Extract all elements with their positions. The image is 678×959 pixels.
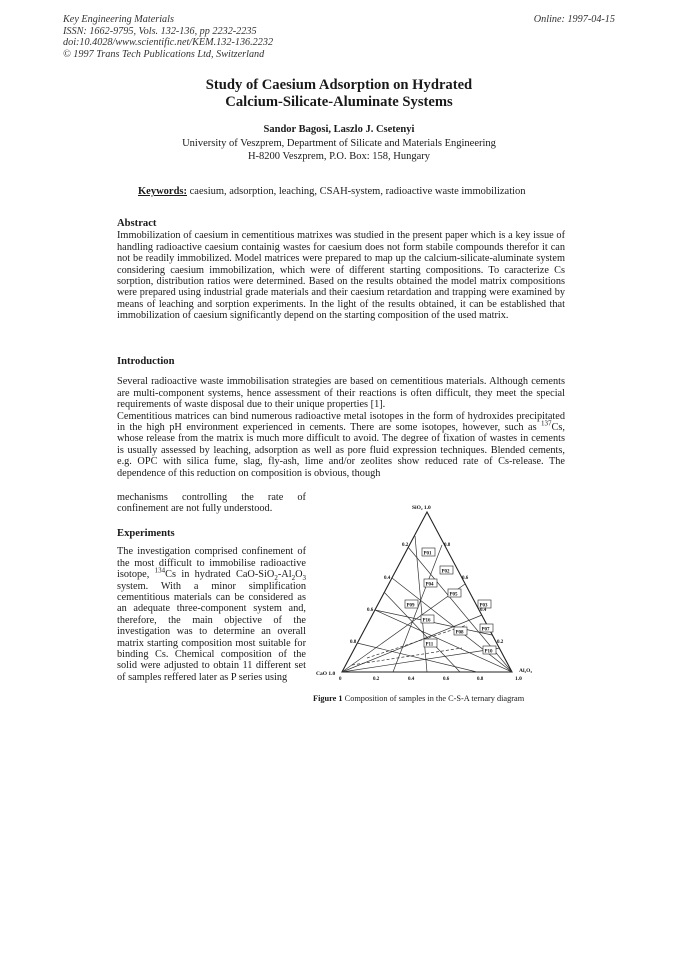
- exp-text-b: Cs in hydrated CaO-SiO: [165, 569, 275, 581]
- affiliation-line-1: University of Veszprem, Department of Silicate and Materials Engineering: [182, 138, 496, 149]
- affiliation-line-2: H-8200 Veszprem, P.O. Box: 158, Hungary: [247, 151, 431, 162]
- experiments-section: [117, 528, 306, 683]
- introduction-section: [117, 356, 565, 479]
- right-tick: 0.4: [480, 608, 487, 613]
- apex-sio2-label: SiO₂ 1.0: [412, 505, 431, 511]
- bottom-tick: 0.6: [443, 677, 450, 682]
- point-label: P16: [422, 618, 431, 624]
- introduction-paragraph-2-end: mechanisms controlling the rate of confinement are not fully understood.: [117, 492, 306, 515]
- introduction-paragraph-1: Several radioactive waste immobilisation strategies are based on cementitious materials. Although cements are multi-component systems, hence assessment of their reactions is often difficult, they meet the special requirements of waste disposal due to their unique properties [1].: [117, 376, 565, 411]
- bottom-tick: 0: [339, 677, 342, 682]
- left-tick: 0.4: [384, 576, 391, 581]
- keywords: [138, 186, 526, 197]
- bottom-tick: 0.8: [477, 677, 484, 682]
- exp-text-a: The investigation comprised confinement of the most difficult to immobilise radioactive isotope,: [117, 546, 306, 581]
- title-line-2: Calcium-Silicate-Aluminate Systems: [225, 94, 453, 110]
- dashed-lines: [352, 625, 467, 665]
- point-label: P02: [441, 569, 450, 575]
- point-label: P11: [425, 642, 434, 648]
- exp-text-e: system. With a minor simplification cementitious materials can be considered as an adequate three-component system and, therefore, the main objective of the investigation was to determine an overall matrix starting composition most suitable for binding Cs. Chemical composition of the solid were adjusted to obtain 11 different set of samples reffered later as P series using: [117, 580, 306, 683]
- point-label: P04: [425, 582, 434, 588]
- point-label: P10: [484, 649, 493, 655]
- right-tick: 0.6: [462, 576, 469, 581]
- right-tick: 0.8: [444, 543, 451, 548]
- ternary-diagram-figure: [312, 500, 570, 700]
- sub-3: 3: [302, 574, 306, 583]
- abstract-heading: Abstract: [117, 218, 157, 229]
- apex-al2o3-value: 1.0: [515, 676, 522, 682]
- bottom-tick: 0.2: [373, 677, 380, 682]
- bottom-tick: 0.4: [408, 677, 415, 682]
- point-label: P03: [479, 603, 488, 609]
- online-date: Online: 1997-04-15: [533, 14, 615, 25]
- introduction-paragraph-2: [117, 411, 565, 479]
- exp-text-c: -Al: [277, 569, 292, 581]
- caption-text: Composition of samples in the C-S-A ternary diagram: [344, 694, 525, 703]
- doi-line: doi:10.4028/www.scientific.net/KEM.132-136.2232: [63, 37, 274, 49]
- exp-text-d: O: [295, 569, 303, 581]
- experiments-text: [117, 546, 306, 683]
- isotope-mass-137: 137: [541, 419, 552, 428]
- caption-label: Figure 1: [313, 694, 343, 703]
- point-label: P07: [481, 627, 490, 633]
- abstract-section: [117, 218, 565, 322]
- intro-text-b: Cs, whose release from the matrix is much more difficult to avoid. The degree of fixation of wastes in cements is usually assessed by leaching, adsorption as well as pore fluid expression techniques. Blended cements, e.g. OPC with silica fume, slag, fly-ash, lime and/or zeolites show reduced rate of Cs-release. The dependence of this reduction on composition is obvious, though: [117, 422, 565, 479]
- paper-title: [0, 77, 678, 111]
- keywords-text: caesium, adsorption, leaching, CSAH-system, radioactive waste immobilization: [189, 186, 526, 197]
- isotope-mass-134: 134: [154, 566, 166, 575]
- keywords-label: Keywords:: [138, 186, 187, 197]
- copyright-line: © 1997 Trans Tech Publications Ltd, Switzerland: [63, 48, 265, 60]
- point-label: P05: [449, 592, 458, 598]
- apex-cao-label: CaO 1.0: [316, 671, 336, 677]
- left-tick: 0.8: [350, 640, 357, 645]
- issn-line: ISSN: 1662-9795, Vols. 132-136, pp 2232-2235: [63, 25, 257, 37]
- apex-al2o3-label: Al₂O₃: [519, 668, 533, 674]
- sample-markers: [405, 548, 496, 654]
- authors: Sandor Bagosi, Laszlo J. Csetenyi: [263, 124, 415, 135]
- journal-header: [63, 14, 615, 60]
- intro-text-a: Cementitious matrices can bind numerous radioactive metal isotopes in the form of hydroxides precipitated in the high pH environment experienced in cements. There are some isotopes, however, such as: [117, 410, 565, 434]
- right-tick: 0.2: [497, 640, 504, 645]
- point-label: P08: [455, 630, 464, 636]
- abstract-text: Immobilization of caesium in cementitious matrixes was studied in the present paper which is a key issue of handling radioactive caesium containig wastes for caesium does not form stabile compounds therefor it can not be readily immobilized. Model matrices were prepared to map up the calcium-silicate-aluminate system considering caesium immobilization, which were of different starting compositions. To caracterize Cs sorption, distribution ratios were determined. Based on the results obtained the model matrix compositions were prepared using industrial grade materials and their caesium retardation and trapping were examined by means of leaching and sorption experiments. In the light of the results obtained, it can be established that immobilization of caesium significantly depend on the starting composition of the used matrix.: [117, 230, 565, 322]
- figure-caption: [313, 694, 524, 703]
- left-tick: 0.6: [367, 608, 374, 613]
- sub-2b: 2: [291, 574, 296, 583]
- sub-2a: 2: [274, 574, 278, 583]
- left-tick: 0.2: [402, 543, 409, 548]
- title-line-1: Study of Caesium Adsorption on Hydrated: [205, 77, 473, 93]
- journal-name: Key Engineering Materials: [63, 14, 174, 25]
- point-label: P01: [423, 551, 432, 557]
- point-label: P09: [406, 603, 415, 609]
- experiments-heading: Experiments: [117, 528, 175, 539]
- ternary-diagram: [312, 500, 570, 700]
- introduction-heading: Introduction: [117, 356, 175, 367]
